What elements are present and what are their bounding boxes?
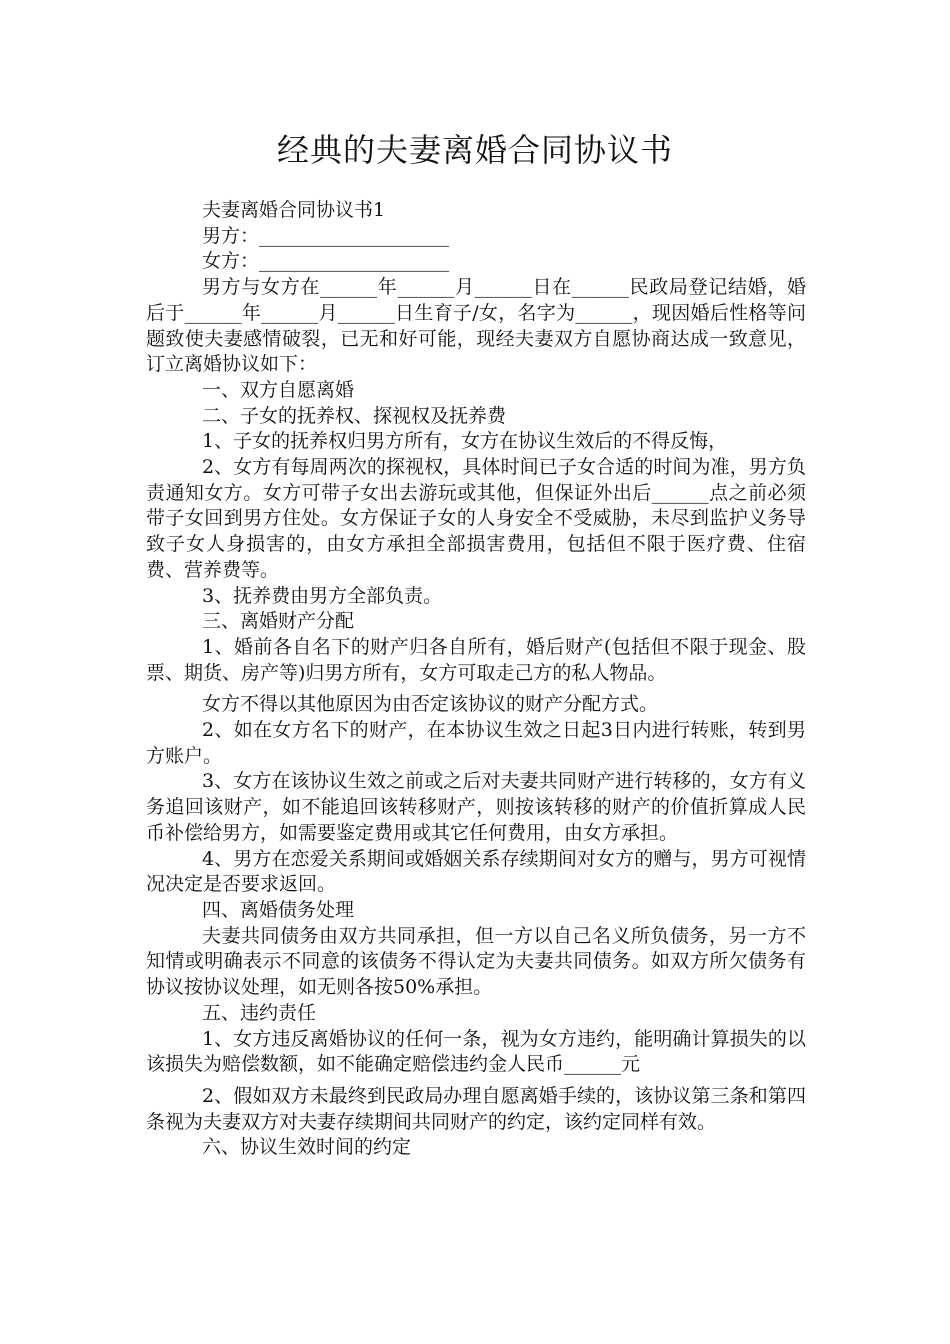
clause-3-3: 3、女方在该协议生效之前或之后对夫妻共同财产进行转移的，女方有义务追回该财产，如不能追回该转移财产，则按该转移的财产的价值折算成人民币补偿给男方，如需要鉴定费用或其它任何费用，由女方承担。: [146, 770, 806, 844]
section-heading-3: 三、离婚财产分配: [202, 610, 355, 633]
clause-5-1: 1、女方违反离婚协议的任何一条，视为女方违约，能明确计算损失的以该损失为赔偿数额，如不能确定赔偿违约金人民币______元: [146, 1027, 806, 1076]
section-heading-1: 一、双方自愿离婚: [202, 378, 355, 401]
clause-4-text: 夫妻共同债务由双方共同承担，但一方以自己名义所负债务，另一方不知情或明确表示不同意的该债务不得认定为夫妻共同债务。如双方所欠债务有协议按协议处理，如无则各按50%承担。: [146, 924, 806, 999]
section-heading-4: 四、离婚债务处理: [202, 898, 355, 921]
clause-3-1: 1、婚前各自名下的财产归各自所有，婚后财产(包括但不限于现金、股票、期货、房产等)归男方所有，女方可取走己方的私人物品。: [146, 635, 806, 684]
paragraph-heading: 夫妻离婚合同协议书1: [202, 199, 386, 221]
paragraph-female-party: 女方：____________________: [202, 250, 450, 273]
section-heading-2: 二、子女的抚养权、探视权及抚养费: [202, 404, 507, 427]
clause-2-3: 3、抚养费由男方全部负责。: [202, 584, 443, 607]
clause-3-4: 4、男方在恋爱关系期间或婚姻关系存续期间对女方的赠与，男方可视情况决定是否要求返回。: [146, 847, 806, 896]
clause-2-2: 2、女方有每周两次的探视权，具体时间已子女合适的时间为准，男方负责通知女方。女方可带子女出去游玩或其他，但保证外出后______点之前必须带子女回到男方住处。女方保证子女的人身安全不受威胁，未尽到监护义务导致子女人身损害的，由女方承担全部损害费用，包括但不限于医疗费、住宿费、营养费等。: [146, 456, 806, 581]
clause-3-2: 2、如在女方名下的财产，在本协议生效之日起3日内进行转账，转到男方账户。: [146, 719, 806, 767]
section-heading-6: 六、协议生效时间的约定: [202, 1136, 412, 1159]
paragraph-male-party: 男方：____________________: [202, 224, 450, 247]
section-heading-5: 五、违约责任: [202, 1001, 317, 1024]
clause-2-1: 1、子女的抚养权归男方所有，女方在协议生效后的不得反悔，: [202, 430, 728, 453]
clause-5-2: 2、假如双方未最终到民政局办理自愿离婚手续的，该协议第三条和第四条视为夫妻双方对夫妻存续期间共同财产的约定，该约定同样有效。: [146, 1084, 806, 1133]
paragraph-preamble: 男方与女方在______年______月______日在______民政局登记结婚，婚后于______年______月______日生育子/女，名字为______，现因婚后性格等问题致使夫妻感情破裂，已无和好可能，现经夫妻双方自愿协商达成一致意见，订立离婚协议如下：: [146, 276, 806, 376]
clause-3-note: 女方不得以其他原因为由否定该协议的财产分配方式。: [202, 693, 659, 716]
document-title: 经典的夫妻离婚合同协议书: [276, 131, 673, 169]
document-body: [146, 198, 806, 1161]
